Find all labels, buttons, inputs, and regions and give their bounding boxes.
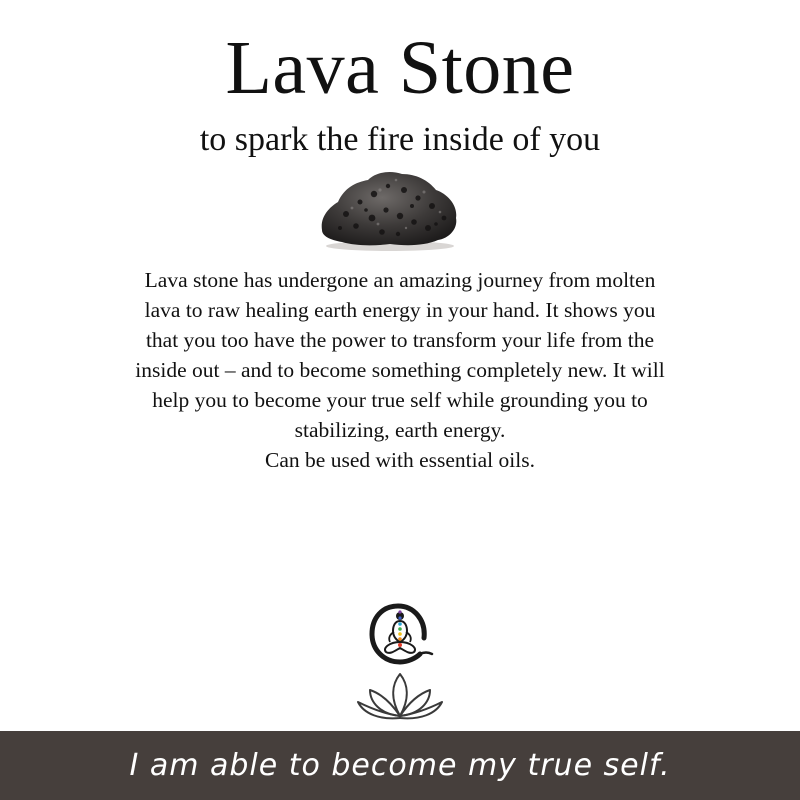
description-line: stabilizing, earth energy. bbox=[294, 418, 506, 442]
lava-stone-image bbox=[316, 166, 462, 252]
stone-description bbox=[70, 265, 730, 475]
page-title: Lava Stone bbox=[225, 26, 575, 110]
description-line: that you too have the power to transform your life from the bbox=[145, 328, 655, 352]
lotus-icon bbox=[352, 670, 448, 724]
description-line: help you to become your true self while grounding you to bbox=[152, 388, 648, 412]
description-line: lava to raw healing earth energy in your hand. It shows you bbox=[144, 298, 656, 322]
description-line: Lava stone has undergone an amazing journey from molten bbox=[144, 268, 656, 292]
meditation-enso-icon bbox=[364, 598, 436, 670]
affirmation-text: I am able to become my true self. bbox=[129, 748, 671, 783]
affirmation-bar bbox=[0, 731, 800, 800]
description-line: inside out – and to become something completely new. It will bbox=[135, 358, 665, 382]
description-line: Can be used with essential oils. bbox=[265, 448, 535, 472]
page-subtitle: to spark the fire inside of you bbox=[199, 121, 601, 158]
